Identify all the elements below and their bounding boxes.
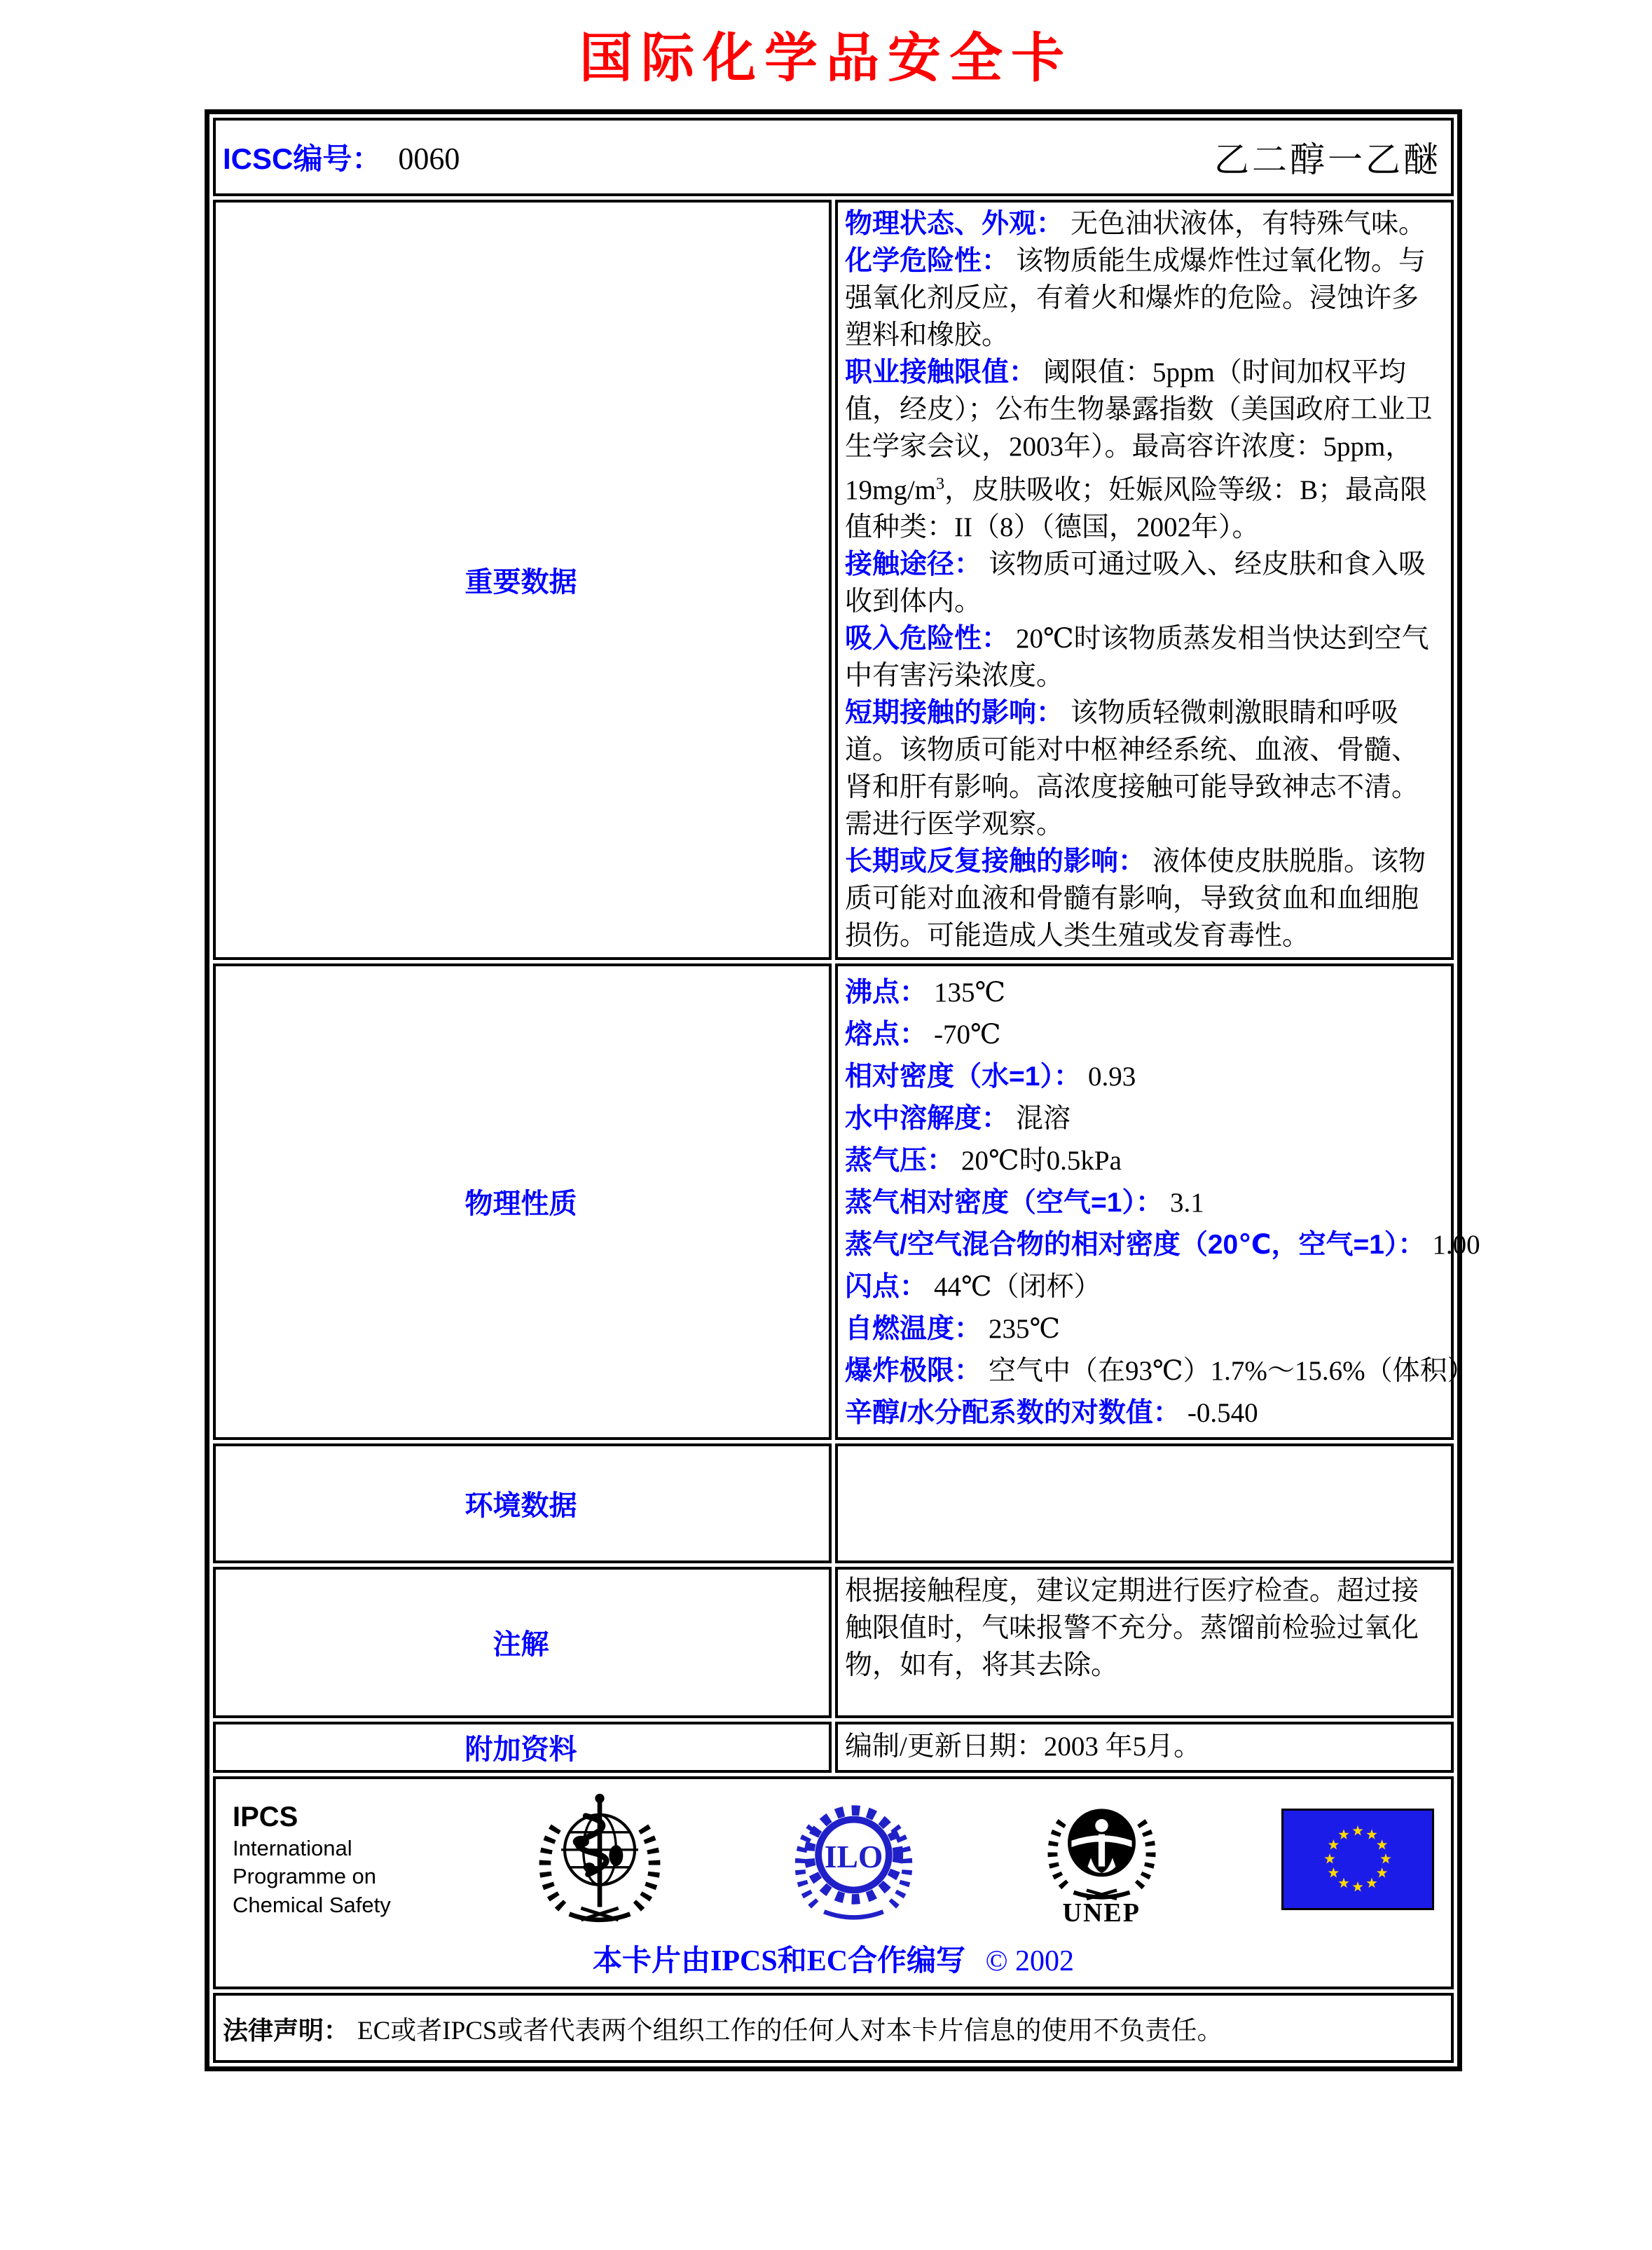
unep-logo-icon	[1037, 1791, 1166, 1928]
property-water-solubility: 水中溶解度： 混溶	[845, 1103, 1071, 1134]
property-relative-density: 相对密度（水=1）： 0.93	[845, 1061, 1136, 1092]
important-item-occupational-limits: 职业接触限值： 阈限值：5ppm（时间加权平均值，经皮）；公布生物暴露指数（美国政府工业卫生学家会议，2003年）。最高容许浓度：5ppm，$19mg/m^3$，皮肤吸收；妊娠风险等级：B；最高限值种类：II（8）（德国，2002年）。	[845, 357, 1433, 542]
organization-logos	[233, 1786, 1434, 1933]
section-label-physical-properties: 物理性质	[213, 963, 832, 1440]
caption-copyright: © 2002	[985, 1944, 1074, 1977]
property-melting-point: 熔点： -70℃	[845, 1019, 1001, 1050]
physical-properties-row	[213, 963, 1454, 1440]
important-item-physical-state: 物理状态、外观： 无色油状液体，有特殊气味。	[845, 208, 1426, 239]
additional-info-content: 编制/更新日期：2003 年5月。	[835, 1722, 1454, 1773]
property-vapor-pressure: 蒸气压： 20℃时0.5kPa	[845, 1145, 1122, 1176]
section-label-notes: 注解	[213, 1567, 832, 1718]
unep-wordmark: UNEP	[1062, 1898, 1141, 1928]
environmental-data-content	[835, 1443, 1454, 1563]
notes-content	[835, 1567, 1454, 1718]
section-label-environmental-data: 环境数据	[213, 1443, 832, 1563]
property-vapor-relative-density: 蒸气相对密度（空气=1）： 3.1	[845, 1187, 1204, 1218]
important-item-chemical-danger: 化学危险性： 该物质能生成爆炸性过氧化物。与强氧化剂反应，有着火和爆炸的危险。浸蚀许多塑料和橡胶。	[845, 245, 1426, 350]
legal-text: EC或者IPCS或者代表两个组织工作的任何人对本卡片信息的使用不负责任。	[357, 2016, 1223, 2045]
ilo-logo-icon	[785, 1791, 922, 1928]
header-row	[213, 118, 1454, 196]
important-item-long-term-effects: 长期或反复接触的影响： 液体使皮肤脱脂。该物质可能对血液和骨髓有影响，导致贫血和血细胞损伤。可能造成人类生殖或发育毒性。	[845, 846, 1426, 951]
icsc-number-group	[223, 136, 460, 178]
property-flash-point: 闪点： 44℃（闭杯）	[845, 1271, 1101, 1302]
property-boiling-point: 沸点： 135℃	[845, 977, 1006, 1008]
section-label-additional-info: 附加资料	[213, 1722, 832, 1773]
who-logo-icon	[530, 1785, 670, 1934]
important-data-content	[835, 200, 1454, 960]
eu-flag-icon	[1281, 1809, 1434, 1910]
property-autoignition-temperature: 自燃温度： 235℃	[845, 1313, 1061, 1344]
card-caption	[233, 1937, 1434, 1980]
important-item-exposure-routes: 接触途径： 该物质可通过吸入、经皮肤和食入吸收到体内。	[845, 549, 1426, 617]
icsc-number-label: ICSC编号：	[223, 142, 382, 175]
legal-label: 法律声明：	[223, 2015, 350, 2045]
section-label-important-data: 重要数据	[213, 200, 832, 960]
important-data-row	[213, 200, 1454, 960]
notes-text: 根据接触程度，建议定期进行医疗检查。超过接触限值时，气味报警不充分。蒸馏前检验过氧化物，如有，将其去除。	[845, 1575, 1419, 1680]
property-explosive-limits: 爆炸极限： 空气中（在93℃）1.7%～15.6%（体积）	[845, 1355, 1475, 1386]
important-item-short-term-effects: 短期接触的影响： 该物质轻微刺激眼睛和呼吸道。该物质可能对中枢神经系统、血液、骨髓、肾和肝有影响。高浓度接触可能导致神志不清。需进行医学观察。	[845, 697, 1419, 839]
property-vapor-air-mixture-density: 蒸气/空气混合物的相对密度（20℃，空气=1）： 1.00	[845, 1229, 1480, 1260]
legal-row	[213, 1993, 1454, 2063]
superscript-3: 3	[936, 474, 945, 493]
physical-properties-content	[835, 963, 1480, 1440]
chemical-name: 乙二醇一乙醚	[1214, 139, 1441, 179]
icsc-card-table	[205, 109, 1480, 2071]
important-item-inhalation-risk: 吸入危险性： 20℃时该物质蒸发相当快达到空气中有害污染浓度。	[845, 623, 1429, 691]
additional-info-row	[213, 1722, 1454, 1773]
environmental-data-row	[213, 1443, 1454, 1563]
ipcs-text-block: IPCS International Programme on Chemical Safety	[233, 1799, 415, 1919]
notes-row	[213, 1567, 1454, 1718]
caption-text: 本卡片由IPCS和EC合作编写	[593, 1944, 966, 1977]
icsc-number-value: 0060	[398, 141, 460, 176]
property-octanol-water-partition: 辛醇/水分配系数的对数值： -0.540	[845, 1397, 1258, 1428]
logos-row	[213, 1776, 1454, 1989]
ilo-letters: ILO	[824, 1838, 883, 1874]
page-title: 国际化学品安全卡	[579, 29, 1073, 88]
ipcs-acronym: IPCS	[233, 1802, 298, 1833]
